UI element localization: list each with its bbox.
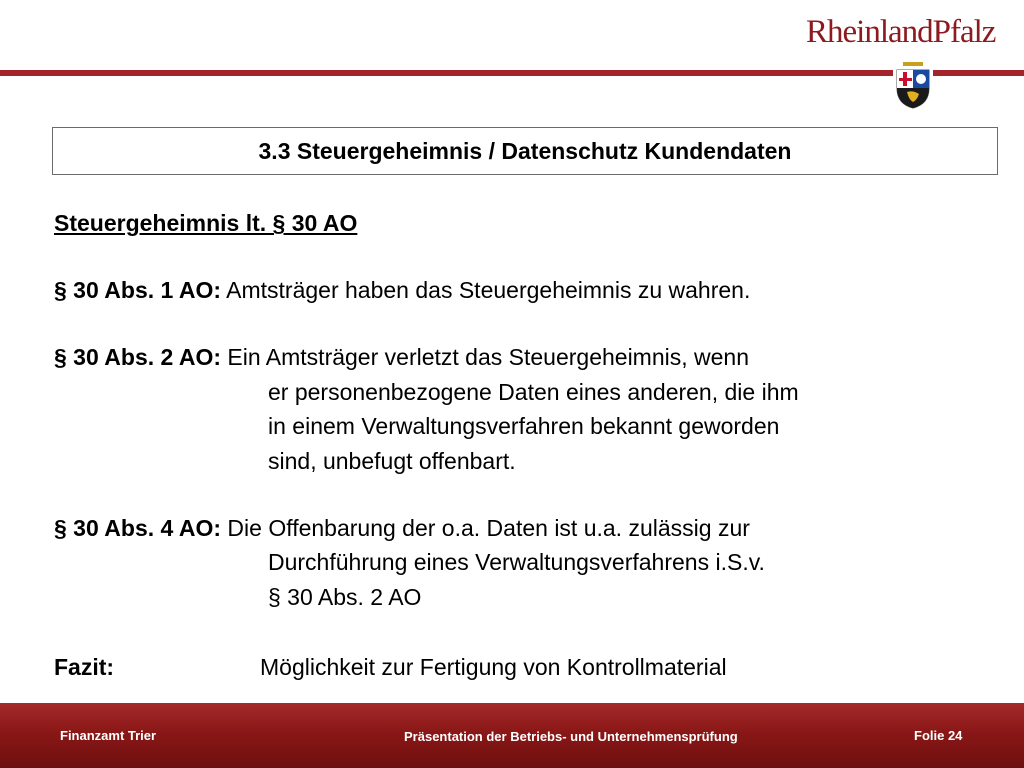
section-heading: Steuergeheimnis lt. § 30 AO: [54, 210, 358, 236]
paragraph-line: Amtsträger haben das Steuergeheimnis zu wahren.: [226, 277, 751, 303]
paragraph-line: in einem Verwaltungsverfahren bekannt geworden: [268, 413, 780, 439]
paragraph-label: § 30 Abs. 4 AO:: [54, 515, 222, 541]
paragraph-abs2: [54, 342, 749, 372]
paragraph-line: § 30 Abs. 2 AO: [268, 584, 422, 610]
slide-title: 3.3 Steuergeheimnis / Datenschutz Kundendaten: [258, 137, 792, 164]
rheinland-pfalz-logo: RheinlandPfalz: [806, 14, 996, 50]
footer-slide-number: Folie 24: [914, 728, 963, 743]
coat-of-arms-icon: [893, 58, 933, 110]
paragraph-line: sind, unbefugt offenbart.: [268, 448, 516, 474]
footer-office: Finanzamt Trier: [60, 728, 157, 743]
title-box: [52, 127, 998, 175]
paragraph-abs4: [54, 513, 750, 543]
fazit-text: Möglichkeit zur Fertigung von Kontrollmaterial: [260, 654, 727, 680]
paragraph-line: Die Offenbarung der o.a. Daten ist u.a. zulässig zur: [227, 515, 750, 541]
paragraph-label: § 30 Abs. 2 AO:: [54, 344, 222, 370]
paragraph-line: Durchführung eines Verwaltungsverfahrens i.S.v.: [268, 549, 765, 575]
fazit-label: Fazit:: [54, 654, 115, 680]
paragraph-line: er personenbezogene Daten eines anderen, die ihm: [268, 379, 799, 405]
header-rule: [0, 70, 1024, 76]
paragraph-label: § 30 Abs. 1 AO:: [54, 277, 222, 303]
paragraph-abs1: [54, 275, 750, 305]
footer-bar: [0, 703, 1024, 768]
paragraph-line: Ein Amtsträger verletzt das Steuergeheimnis, wenn: [227, 344, 750, 370]
footer-presentation-title: Präsentation der Betriebs- und Unternehmensprüfung: [404, 729, 738, 744]
